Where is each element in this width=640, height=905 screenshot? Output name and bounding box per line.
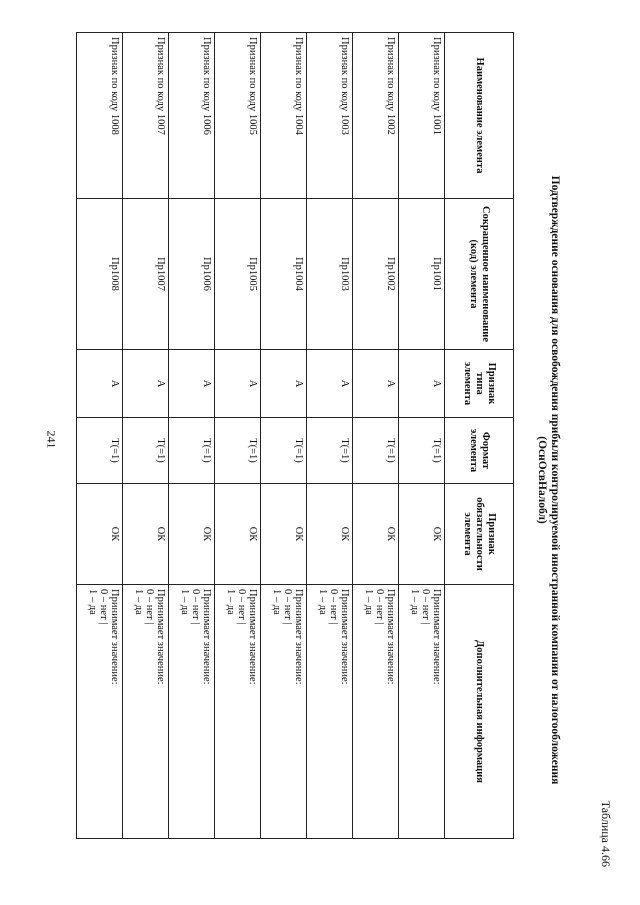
cell-element-name: Признак по коду 1001 (399, 33, 445, 199)
cell-element-format: Т(=1) (215, 418, 261, 484)
cell-element-code: Пр1008 (77, 199, 123, 350)
info-line: 0 – нет | (374, 589, 385, 625)
info-line: 0 – нет | (282, 589, 293, 625)
cell-element-code: Пр1004 (261, 199, 307, 350)
cell-element-code: Пр1007 (123, 199, 169, 350)
table-header-row (445, 33, 514, 839)
cell-element-required: ОК (169, 484, 215, 585)
cell-element-code: Пр1006 (169, 199, 215, 350)
info-line: 1 – да (271, 589, 282, 615)
info-line: 0 – нет | (190, 589, 201, 625)
cell-element-code: Пр1003 (307, 199, 353, 350)
info-line: 0 – нет | (328, 589, 339, 625)
table-row (77, 33, 123, 839)
table-row (261, 33, 307, 839)
cell-element-name: Признак по коду 1008 (77, 33, 123, 199)
info-line: 0 – нет | (144, 589, 155, 625)
cell-element-name: Признак по коду 1006 (169, 33, 215, 199)
info-line: Принимает значение: (201, 589, 212, 685)
info-line: 1 – да (133, 589, 144, 615)
cell-element-type: А (307, 350, 353, 418)
table-row (399, 33, 445, 839)
cell-element-code: Пр1001 (399, 199, 445, 350)
cell-element-type: А (77, 350, 123, 418)
cell-element-required: ОК (261, 484, 307, 585)
info-line: Принимает значение: (293, 589, 304, 685)
table-label: Таблица 4.66 (599, 800, 613, 867)
table-row (169, 33, 215, 839)
cell-element-name: Признак по коду 1007 (123, 33, 169, 199)
cell-element-name: Признак по коду 1002 (353, 33, 399, 199)
header-element-format: Формат элемента (445, 418, 514, 484)
table-body (77, 33, 445, 839)
info-line: Принимает значение: (155, 589, 166, 685)
cell-element-code: Пр1002 (353, 199, 399, 350)
cell-element-type: А (399, 350, 445, 418)
table-row (353, 33, 399, 839)
table-row (215, 33, 261, 839)
info-line: 1 – да (409, 589, 420, 615)
cell-element-required: ОК (215, 484, 261, 585)
page-number: 241 (44, 430, 59, 449)
cell-element-format: Т(=1) (261, 418, 307, 484)
cell-additional-info (261, 585, 307, 839)
table-title-line1: Подтверждение основания для освобождения прибыли контролируемой иностранной компании от налогообложения (549, 175, 561, 785)
info-line: 1 – да (363, 589, 374, 615)
table-title (535, 90, 561, 870)
cell-element-type: А (353, 350, 399, 418)
cell-element-name: Признак по коду 1004 (261, 33, 307, 199)
info-line: Принимает значение: (339, 589, 350, 685)
table-row (307, 33, 353, 839)
header-element-name: Наименование элемента (445, 33, 514, 199)
info-line: Принимает значение: (109, 589, 120, 685)
cell-element-format: Т(=1) (123, 418, 169, 484)
table-row (123, 33, 169, 839)
cell-element-required: ОК (77, 484, 123, 585)
info-line: Принимает значение: (431, 589, 442, 685)
cell-additional-info (215, 585, 261, 839)
cell-element-format: Т(=1) (77, 418, 123, 484)
info-line: 1 – да (87, 589, 98, 615)
cell-element-required: ОК (123, 484, 169, 585)
cell-element-type: А (215, 350, 261, 418)
info-line: 1 – да (179, 589, 190, 615)
elements-table (76, 32, 514, 839)
cell-element-format: Т(=1) (169, 418, 215, 484)
info-line: Принимает значение: (385, 589, 396, 685)
info-line: 1 – да (317, 589, 328, 615)
header-element-type: Признак типа элемента (445, 350, 514, 418)
cell-element-required: ОК (399, 484, 445, 585)
cell-element-format: Т(=1) (307, 418, 353, 484)
info-line: 1 – да (225, 589, 236, 615)
cell-element-type: А (261, 350, 307, 418)
cell-additional-info (399, 585, 445, 839)
cell-element-format: Т(=1) (353, 418, 399, 484)
cell-element-code: Пр1005 (215, 199, 261, 350)
cell-element-name: Признак по коду 1003 (307, 33, 353, 199)
info-line: 0 – нет | (98, 589, 109, 625)
info-line: Принимает значение: (247, 589, 258, 685)
header-additional-info: Дополнительная информация (445, 585, 514, 839)
header-element-code: Сокращенное наименование (код) элемента (445, 199, 514, 350)
cell-additional-info (169, 585, 215, 839)
cell-element-required: ОК (307, 484, 353, 585)
cell-element-type: А (169, 350, 215, 418)
table-title-line2: (ОснОсвНалобл) (536, 436, 548, 524)
cell-element-name: Признак по коду 1005 (215, 33, 261, 199)
cell-element-required: ОК (353, 484, 399, 585)
cell-additional-info (77, 585, 123, 839)
cell-additional-info (123, 585, 169, 839)
info-line: 0 – нет | (236, 589, 247, 625)
cell-additional-info (353, 585, 399, 839)
cell-additional-info (307, 585, 353, 839)
header-element-required: Признак обязательности элемента (445, 484, 514, 585)
cell-element-format: Т(=1) (399, 418, 445, 484)
cell-element-type: А (123, 350, 169, 418)
info-line: 0 – нет | (420, 589, 431, 625)
